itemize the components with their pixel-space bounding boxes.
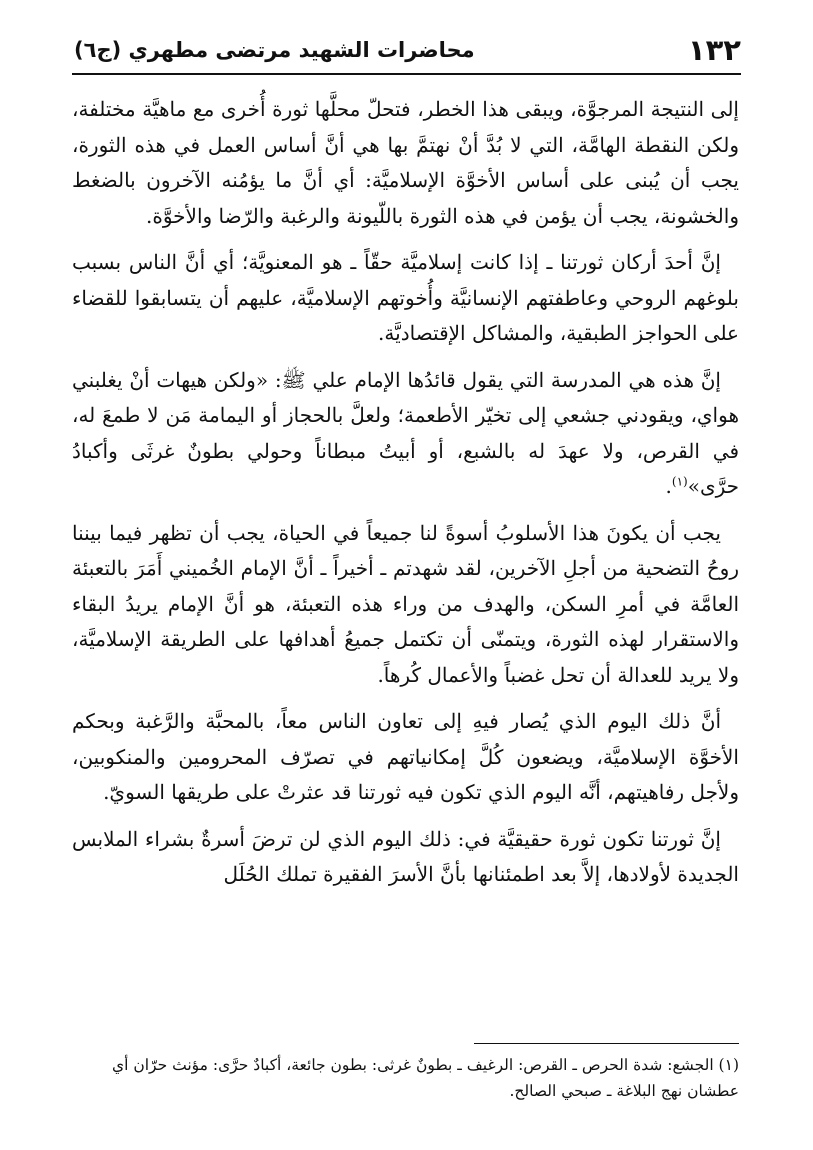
paragraph: أنَّ ذلك اليوم الذي يُصار فيهِ إلى تعاون الناس معاً، بالمحبَّة والرَّغبة وبحكم الأخوَّة الإسلاميَّة، ويضعون كُلَّ إمكانياتهم في تصرّف المحرومين والمنكوبين، ولأجل رفاهيتهم، أنَّه اليوم الذي تكون فيه ثورتنا قد عثرتْ على طريقها السويّ. xyxy=(72,709,739,804)
page-number: ١٣٢ xyxy=(687,33,741,67)
body-text xyxy=(72,92,739,904)
footnote-divider xyxy=(474,1043,739,1044)
footnotes xyxy=(72,1052,739,1104)
running-title: محاضرات الشهيد مرتضى مطهري (ج٦) xyxy=(74,38,475,62)
paragraph-end: . xyxy=(665,474,672,498)
paragraph-text: إنَّ هذه هي المدرسة التي يقول قائدُها الإمام علي ﷺ: «ولكن هيهات أنْ يغلبني هواي، ويقودني جشعي إلى تخيّر الأطعمة؛ ولعلَّ بالحجاز أو اليمامة مَن لا طمعَ له، في القرص، ولا عهدَ له بالشبع، أو أبيتُ مبطاناً وحولي بطونٌ غرثَى وأكبادُ حرَّى» xyxy=(72,367,739,498)
paragraph xyxy=(72,363,739,505)
paragraph: يجب أن يكونَ هذا الأسلوبُ أسوةً لنا جميعاً في الحياة، يجب أن تظهر فيما بيننا روحُ التضحية من أجلِ الآخرين، لقد شهدتم ـ أخيراً ـ أنَّ الإمام الخُميني أَمَرَ بالتعبئة العامَّة في أمرِ السكن، والهدف من وراء هذه التعبئة، هو أنَّ الإمام يريدُ البقاء والاستقرار لهذه الثورة، ويتمنّى أن تكتمل جميعُ أهدافها على الطريقة الإسلاميَّة، ولا يريد للعدالة أن تحل غضباً والأعمال كُرهاً. xyxy=(72,520,739,687)
header-divider xyxy=(72,73,741,75)
page-header xyxy=(74,30,741,70)
paragraph: إنَّ ثورتنا تكون ثورة حقيقيَّة في: ذلك اليوم الذي لن ترضَ أسرةٌ بشراء الملابس الجديدة لأولادها، إلاَّ بعد اطمئنانها بأنَّ الأسرَ الفقيرة تملك الحُلَل xyxy=(72,826,739,886)
footnote: (١) الجشع: شدة الحرص ـ القرص: الرغيف ـ بطونٌ غرثى: بطون جائعة، أكبادٌ حرَّى: مؤنث حرّان أي عطشان نهج البلاغة ـ صبحي الصالح. xyxy=(112,1056,739,1100)
footnote-marker[interactable]: (١) xyxy=(671,474,688,489)
paragraph: إنَّ أحدَ أركان ثورتنا ـ إذا كانت إسلاميَّة حقّاً ـ هو المعنويَّة؛ أي أنَّ الناس بسبب بلوغهم الروحي وعاطفتهم الإنسانيَّة وأُخوتهم الإسلاميَّة، عليهم أن يتسابقوا للقضاء على الحواجز الطبقية، والمشاكل الإقتصاديَّة. xyxy=(72,250,739,345)
paragraph: إلى النتيجة المرجوَّة، ويبقى هذا الخطر، فتحلّ محلَّها ثورة أُخرى مع ماهيَّة مختلفة، ولكن النقطة الهامَّة، التي لا بُدَّ أنْ نهتمَّ بها هي أنَّ أساس العمل في هذه الثورة، يجب أن يُبنى على أساس الأخوَّة الإسلاميَّة: أي أنَّ ما يؤمُنه الآخرون بالضغط والخشونة، يجب أن يؤمن في هذه الثورة باللّيونة والرغبة والرّضا والأخوَّة. xyxy=(72,97,739,228)
